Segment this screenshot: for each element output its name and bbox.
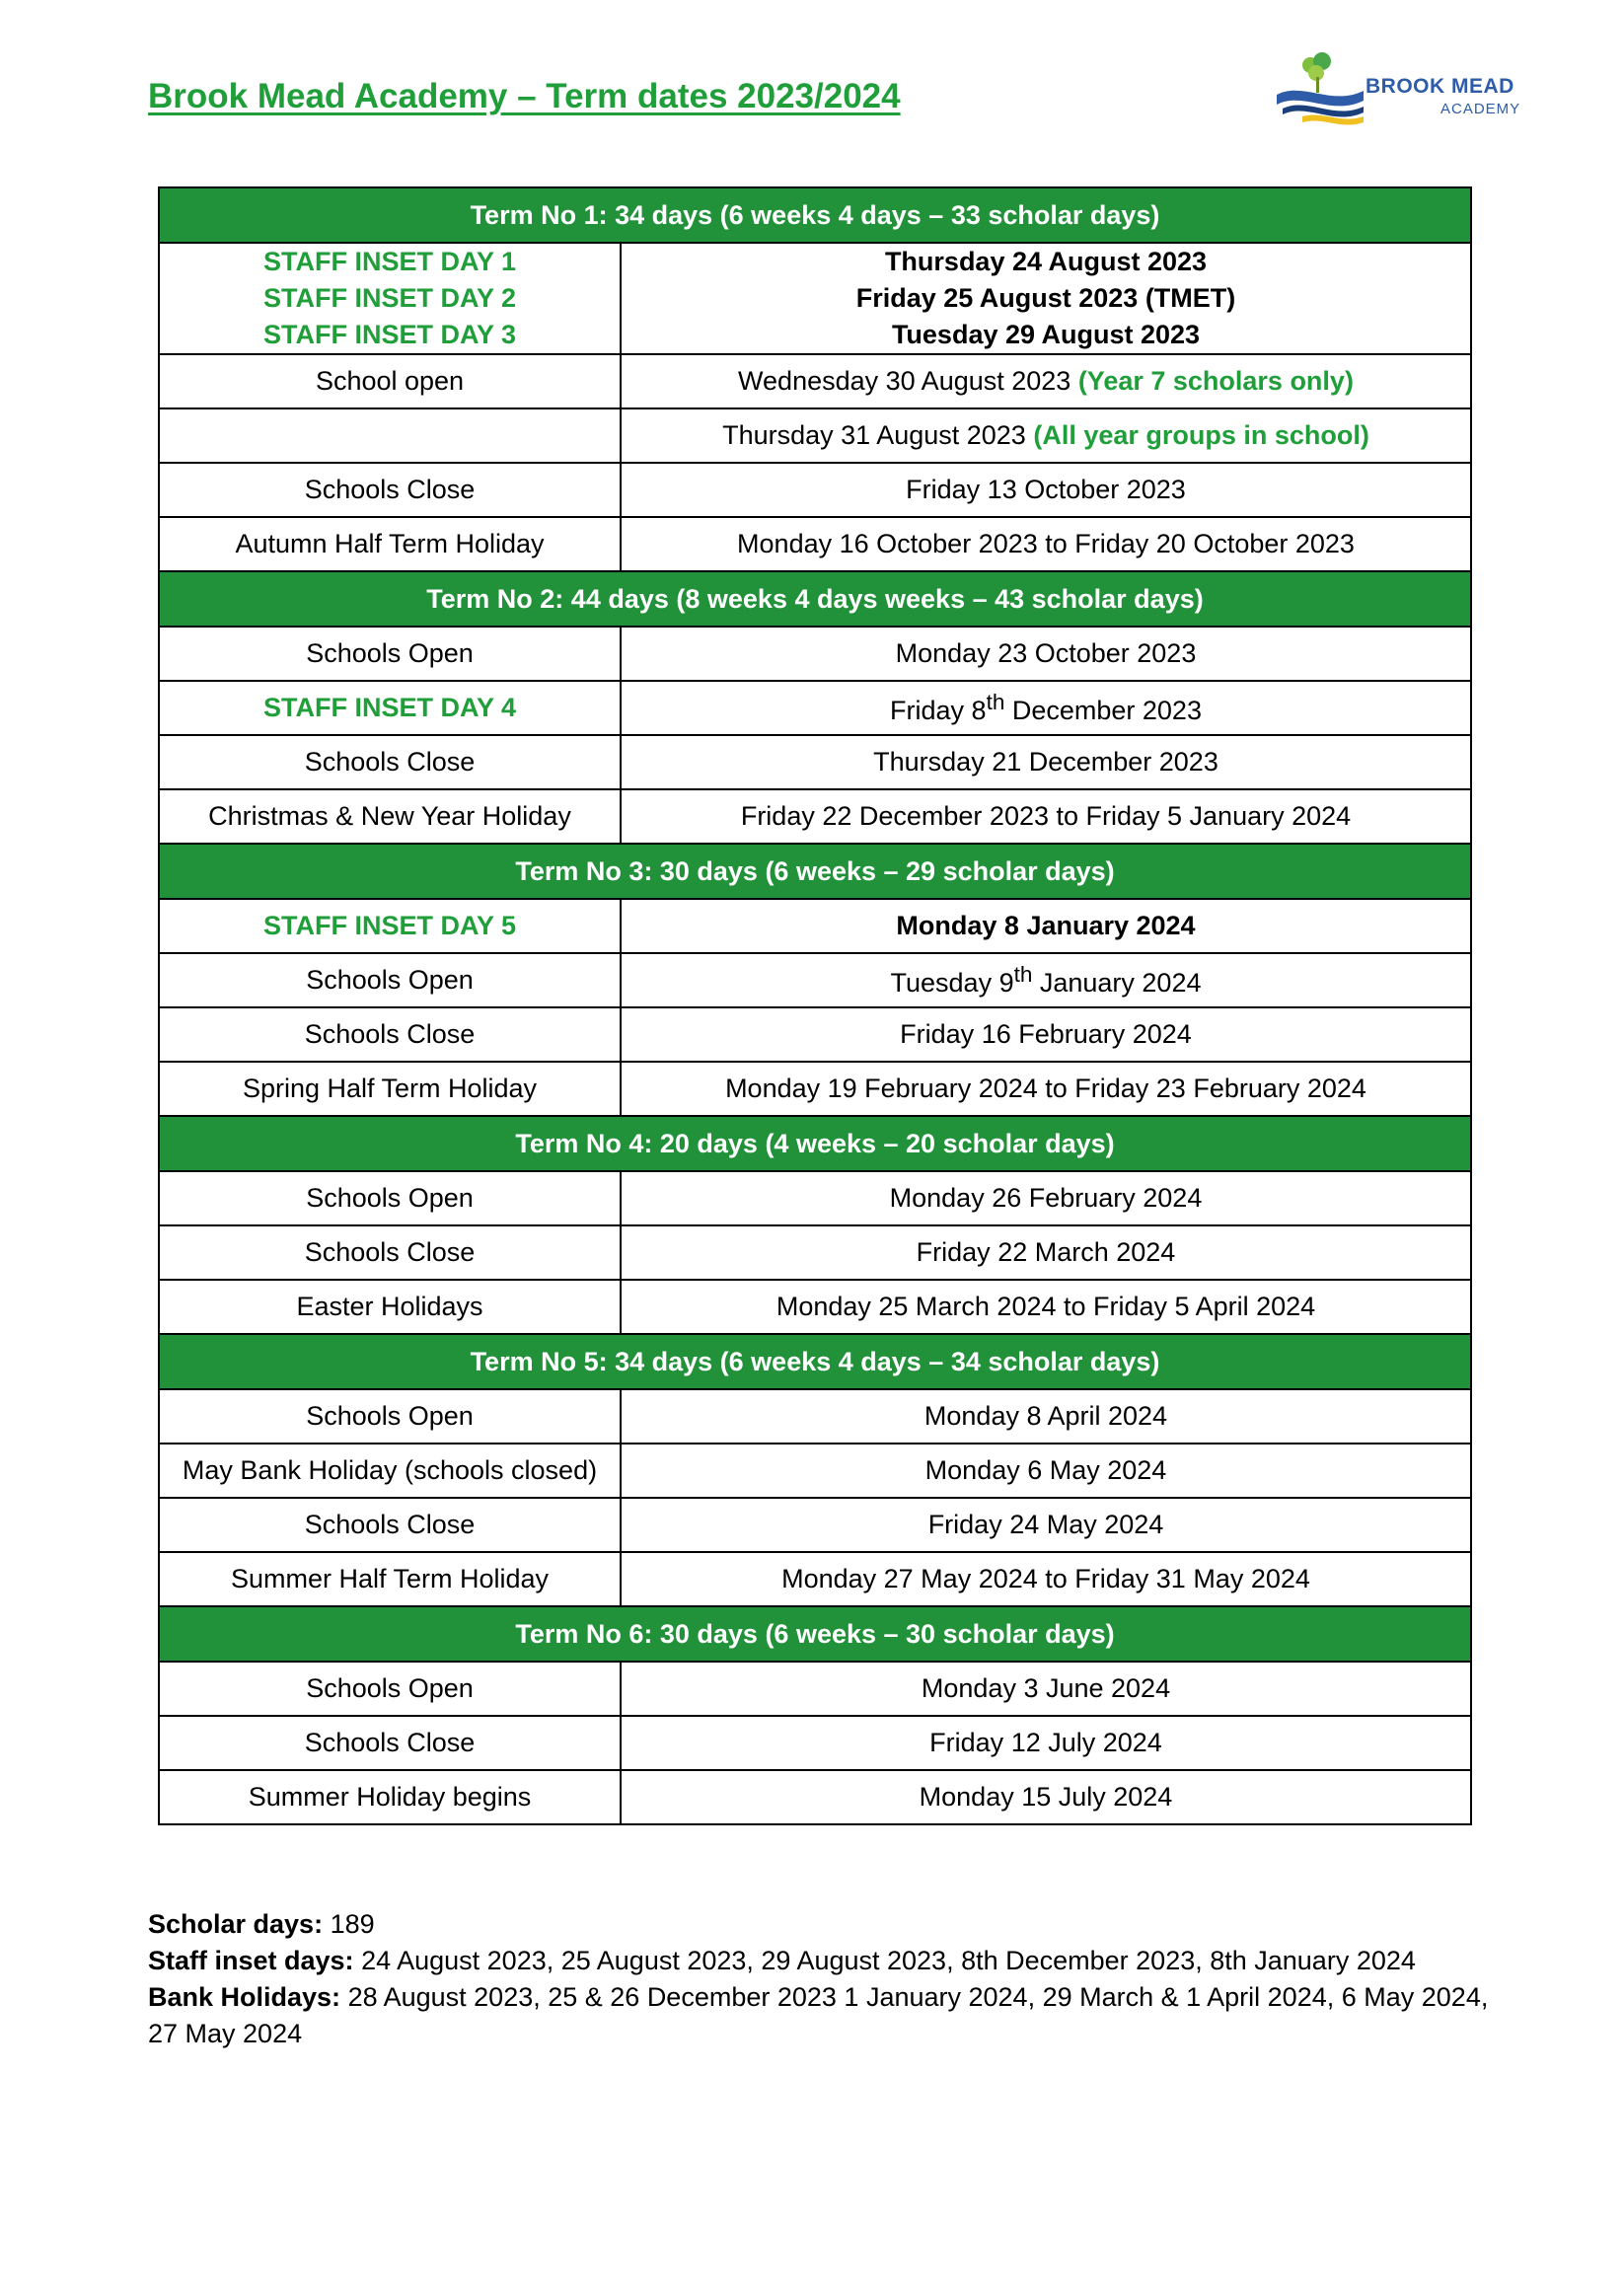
date-text: Thursday 21 December 2023 <box>873 747 1218 777</box>
table-row <box>159 1007 1471 1062</box>
date-text: Monday 3 June 2024 <box>921 1673 1171 1703</box>
date-text: Wednesday 30 August 2023 <box>738 366 1078 396</box>
date-cell <box>621 1552 1471 1606</box>
event-label: Schools Open <box>306 1401 474 1431</box>
date-cell <box>621 1716 1471 1770</box>
event-label: Christmas & New Year Holiday <box>208 801 571 831</box>
footnotes <box>148 1906 1490 2052</box>
date-cell <box>621 463 1471 517</box>
date-cell <box>621 408 1471 463</box>
date-text: Monday 8 January 2024 <box>896 911 1196 940</box>
date-text: Monday 27 May 2024 to Friday 31 May 2024 <box>781 1564 1310 1593</box>
event-cell <box>159 681 621 735</box>
date-cell <box>621 735 1471 789</box>
date-cell <box>621 1225 1471 1280</box>
inset-day-label: STAFF INSET DAY 2 <box>262 283 517 313</box>
date-text: Monday 23 October 2023 <box>895 638 1197 668</box>
table-row <box>159 1389 1471 1444</box>
date-note: (All year groups in school) <box>1033 420 1369 450</box>
term-header-row <box>159 1334 1471 1389</box>
term-header-row <box>159 844 1471 899</box>
date-text: Friday 22 December 2023 to Friday 5 January 2024 <box>740 801 1352 831</box>
date-cell <box>621 1062 1471 1116</box>
table-row <box>159 463 1471 517</box>
date-text: Monday 16 October 2023 to Friday 20 October 2023 <box>737 529 1355 558</box>
date-cell <box>621 1280 1471 1334</box>
table-row <box>159 1225 1471 1280</box>
event-cell <box>159 1552 621 1606</box>
date-cell <box>621 1007 1471 1062</box>
date-text-rest: January 2024 <box>1032 968 1202 998</box>
date-cell <box>621 789 1471 844</box>
date-text: Monday 6 May 2024 <box>924 1455 1167 1485</box>
date-cell <box>621 627 1471 681</box>
date-cell <box>621 1171 1471 1225</box>
scholar-days-value: 189 <box>323 1909 375 1939</box>
date-text: Monday 25 March 2024 to Friday 5 April 2024 <box>775 1292 1316 1321</box>
term-header-row <box>159 187 1471 243</box>
date-text: Monday 8 April 2024 <box>923 1401 1168 1431</box>
date-ordinal: th <box>986 690 1005 714</box>
term-header-row <box>159 1606 1471 1662</box>
event-label: School open <box>315 366 465 396</box>
event-label: Schools Open <box>306 638 474 668</box>
date-text: Monday 19 February 2024 to Friday 23 February 2024 <box>725 1074 1366 1103</box>
event-label: Schools Close <box>304 747 476 777</box>
table-row <box>159 735 1471 789</box>
school-logo <box>1273 51 1539 134</box>
term-header: Term No 5: 34 days (6 weeks 4 days – 34 scholar days) <box>159 1334 1471 1389</box>
event-cell <box>159 463 621 517</box>
inset-day-label: STAFF INSET DAY 3 <box>262 320 517 349</box>
staff-inset-note <box>148 1943 1490 1979</box>
term-dates-table <box>158 186 1472 1825</box>
table-row <box>159 789 1471 844</box>
event-label: Schools Close <box>304 1728 476 1757</box>
table-row <box>159 243 1471 354</box>
table-row <box>159 1498 1471 1552</box>
event-cell <box>159 1389 621 1444</box>
term-header: Term No 3: 30 days (6 weeks – 29 scholar days) <box>159 844 1471 899</box>
table-row <box>159 1662 1471 1716</box>
event-label: Easter Holidays <box>296 1292 483 1321</box>
logo-subtitle: ACADEMY <box>1440 101 1521 117</box>
table-row <box>159 354 1471 408</box>
date-text: Friday 8 <box>890 696 987 725</box>
table-row <box>159 517 1471 571</box>
event-cell <box>159 789 621 844</box>
term-header: Term No 2: 44 days (8 weeks 4 days weeks – 43 scholar days) <box>159 571 1471 627</box>
date-text: Monday 15 July 2024 <box>919 1782 1173 1812</box>
tree-river-icon <box>1273 51 1371 134</box>
event-label: Schools Close <box>304 1019 476 1049</box>
date-text: Friday 13 October 2023 <box>906 475 1186 504</box>
scholar-days-label: Scholar days: <box>148 1909 324 1939</box>
page-title: Brook Mead Academy – Term dates 2023/2024 <box>148 77 901 115</box>
table-row <box>159 1552 1471 1606</box>
event-cell <box>159 1062 621 1116</box>
event-label: Schools Open <box>306 1183 474 1213</box>
event-cell <box>159 1280 621 1334</box>
event-label: Summer Half Term Holiday <box>230 1564 550 1593</box>
event-cell <box>159 1662 621 1716</box>
table-row <box>159 681 1471 735</box>
staff-inset-label: Staff inset days: <box>148 1946 354 1975</box>
event-cell <box>159 735 621 789</box>
event-cell <box>159 1498 621 1552</box>
event-label: Spring Half Term Holiday <box>242 1074 538 1103</box>
date-cell <box>621 517 1471 571</box>
event-label: Summer Holiday begins <box>248 1782 532 1812</box>
term-header-row <box>159 571 1471 627</box>
inset-day-date: Thursday 24 August 2023 <box>884 247 1208 276</box>
date-cell <box>621 899 1471 953</box>
event-cell <box>159 517 621 571</box>
event-label: Schools Open <box>306 1673 474 1703</box>
table-row <box>159 1444 1471 1498</box>
event-label: May Bank Holiday (schools closed) <box>182 1455 598 1485</box>
inset-day-label: STAFF INSET DAY 1 <box>262 247 517 276</box>
date-text: Monday 26 February 2024 <box>889 1183 1203 1213</box>
date-note: (Year 7 scholars only) <box>1077 366 1354 396</box>
event-cell <box>159 408 621 463</box>
date-cell <box>621 681 1471 735</box>
date-cell <box>621 1498 1471 1552</box>
bank-holidays-label: Bank Holidays: <box>148 1982 341 2012</box>
inset-day-date: Friday 25 August 2023 (TMET) <box>855 283 1236 313</box>
event-cell <box>159 354 621 408</box>
table-row <box>159 1770 1471 1824</box>
table-row <box>159 1280 1471 1334</box>
term-header: Term No 4: 20 days (4 weeks – 20 scholar days) <box>159 1116 1471 1171</box>
bank-holidays-value: 28 August 2023, 25 & 26 December 2023 1 January 2024, 29 March & 1 April 2024, 6 May 2024, 27 May 2024 <box>148 1982 1489 2048</box>
event-cell <box>159 1007 621 1062</box>
event-label: Schools Close <box>304 1510 476 1539</box>
event-cell <box>159 899 621 953</box>
event-cell <box>159 953 621 1007</box>
date-text: Friday 12 July 2024 <box>929 1728 1162 1757</box>
table-row <box>159 627 1471 681</box>
date-text: Thursday 31 August 2023 <box>722 420 1034 450</box>
scholar-days-note <box>148 1906 1490 1943</box>
event-cell <box>159 627 621 681</box>
event-cell <box>159 243 621 354</box>
event-label: Schools Open <box>306 965 474 995</box>
date-cell <box>621 1444 1471 1498</box>
date-cell <box>621 354 1471 408</box>
date-cell <box>621 953 1471 1007</box>
bank-holidays-note <box>148 1979 1490 2052</box>
event-label: Schools Close <box>304 475 476 504</box>
inset-day-date: Tuesday 29 August 2023 <box>891 320 1201 349</box>
date-text: Friday 22 March 2024 <box>916 1237 1176 1267</box>
term-header-row <box>159 1116 1471 1171</box>
date-cell <box>621 1662 1471 1716</box>
date-text-rest: December 2023 <box>1004 696 1202 725</box>
date-ordinal: th <box>1013 962 1033 987</box>
event-label: STAFF INSET DAY 4 <box>262 693 517 722</box>
event-cell <box>159 1171 621 1225</box>
event-cell <box>159 1225 621 1280</box>
table-row <box>159 899 1471 953</box>
date-cell <box>621 1770 1471 1824</box>
logo-name: BROOK MEAD <box>1366 75 1514 98</box>
term-header: Term No 1: 34 days (6 weeks 4 days – 33 scholar days) <box>159 187 1471 243</box>
table-row <box>159 408 1471 463</box>
table-row <box>159 1716 1471 1770</box>
table-row <box>159 1062 1471 1116</box>
event-label: STAFF INSET DAY 5 <box>262 911 517 940</box>
table-row <box>159 1171 1471 1225</box>
event-cell <box>159 1716 621 1770</box>
event-cell <box>159 1444 621 1498</box>
date-cell <box>621 243 1471 354</box>
date-text: Friday 16 February 2024 <box>900 1019 1192 1049</box>
date-text: Tuesday 9 <box>890 968 1014 998</box>
event-label: Schools Close <box>304 1237 476 1267</box>
table-row <box>159 953 1471 1007</box>
event-label: Autumn Half Term Holiday <box>235 529 545 558</box>
staff-inset-value: 24 August 2023, 25 August 2023, 29 August 2023, 8th December 2023, 8th January 2024 <box>353 1946 1416 1975</box>
term-header: Term No 6: 30 days (6 weeks – 30 scholar days) <box>159 1606 1471 1662</box>
date-cell <box>621 1389 1471 1444</box>
event-cell <box>159 1770 621 1824</box>
date-text: Friday 24 May 2024 <box>927 1510 1164 1539</box>
